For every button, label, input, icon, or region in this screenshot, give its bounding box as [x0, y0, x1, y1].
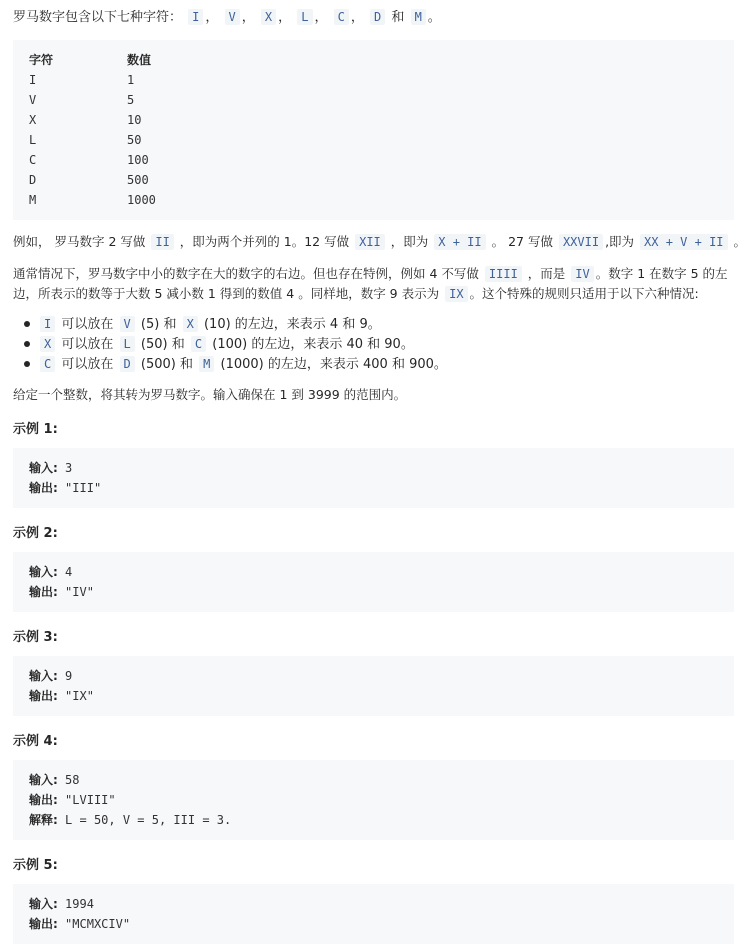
- example-output-line: [29, 686, 94, 706]
- list-item-text: (10) 的左边，来表示 4 和 9。: [203, 317, 381, 332]
- symbol-code: D: [370, 9, 385, 25]
- table-header-row: [29, 50, 156, 70]
- example-output-line: [29, 790, 116, 810]
- bullet-dot-icon: [24, 341, 30, 347]
- input-value: 1994: [65, 897, 94, 911]
- list-item-text: (50) 和: [140, 337, 185, 352]
- example-input-line: [29, 770, 80, 790]
- table-row: [29, 70, 156, 90]
- inline-code: D: [120, 356, 135, 372]
- output-label: 输出:: [29, 585, 58, 599]
- task-paragraph: 给定一个整数，将其转为罗马数字。输入确保在 1 到 3999 的范围内。: [13, 387, 407, 402]
- table-cell-value: 500: [127, 173, 149, 187]
- bullet-dot-icon: [24, 321, 30, 327]
- table-row: [29, 110, 156, 130]
- example-title: 示例 4:: [13, 734, 58, 749]
- paragraph-text: ，而是: [527, 266, 566, 281]
- table-row: [29, 130, 156, 150]
- paragraph-text: 。数字 1 在数字 5 的左: [595, 266, 728, 281]
- input-value: 58: [65, 773, 80, 787]
- table-cell-symbol: D: [29, 173, 37, 187]
- example-code-block: [13, 448, 734, 508]
- inline-code: X + II: [434, 234, 485, 250]
- input-value: 4: [65, 565, 73, 579]
- output-label: 输出:: [29, 481, 58, 495]
- paragraph-text: 边，所表示的数等于大数 5 减小数 1 得到的数值 4 。同样地，数字 9 表示为: [13, 286, 440, 301]
- list-item-text: (500) 和: [140, 357, 193, 372]
- table-cell-symbol: C: [29, 153, 37, 167]
- inline-code: IIII: [485, 266, 522, 282]
- input-label: 输入:: [29, 669, 58, 683]
- list-item-text: (100) 的左边，来表示 40 和 90。: [212, 337, 414, 352]
- table-cell-symbol: V: [29, 93, 37, 107]
- paragraph-text: ,即为: [605, 234, 635, 249]
- example-code-block: [13, 552, 734, 612]
- input-label: 输入:: [29, 461, 58, 475]
- table-cell-value: 50: [127, 133, 142, 147]
- output-label: 输出:: [29, 917, 58, 931]
- list-item-text: 可以放在: [61, 317, 114, 332]
- table-cell-symbol: M: [29, 193, 37, 207]
- example-input-line: [29, 562, 72, 582]
- bullet-dot-icon: [24, 361, 30, 367]
- input-value: 9: [65, 669, 73, 683]
- rule-paragraph-line2: [13, 283, 734, 305]
- example-title: 示例 1:: [13, 422, 58, 437]
- inline-code: IX: [445, 286, 467, 302]
- output-value: "MCMXCIV": [65, 917, 131, 931]
- input-label: 输入:: [29, 565, 58, 579]
- table-cell-value: 1000: [127, 193, 156, 207]
- example-output-line: [29, 914, 130, 934]
- table-header-symbol: 字符: [29, 53, 54, 67]
- example-code-block: [13, 884, 734, 944]
- example-title: 示例 2:: [13, 526, 58, 541]
- output-label: 输出:: [29, 793, 58, 807]
- paragraph-text: 。这个特殊的规则只适用于以下六种情况:: [469, 286, 699, 301]
- list-item-text: (1000) 的左边，来表示 400 和 900。: [220, 357, 447, 372]
- inline-code: X: [40, 336, 55, 352]
- example-explain-line: [29, 810, 231, 830]
- inline-code: L: [120, 336, 135, 352]
- symbol-table: [29, 50, 156, 210]
- output-value: "LVIII": [65, 793, 116, 807]
- list-item: [38, 314, 447, 334]
- input-value: 3: [65, 461, 73, 475]
- table-cell-value: 1: [127, 73, 135, 87]
- table-header-value: 数值: [127, 53, 152, 67]
- list-item-text: 可以放在: [61, 357, 114, 372]
- list-item-text: (5) 和: [140, 317, 177, 332]
- list-item: [38, 334, 447, 354]
- list-item: [38, 354, 447, 374]
- input-label: 输入:: [29, 773, 58, 787]
- symbol-code: C: [334, 9, 349, 25]
- rule-bullet-list: [38, 314, 447, 374]
- inline-code: XX + V + II: [640, 234, 727, 250]
- symbol-code: L: [297, 9, 312, 25]
- example-title: 示例 3:: [13, 630, 58, 645]
- inline-code: II: [151, 234, 173, 250]
- symbol-code: X: [261, 9, 276, 25]
- table-row: [29, 90, 156, 110]
- example-code-block: [13, 656, 734, 716]
- inline-code: I: [40, 316, 55, 332]
- example-title: 示例 5:: [13, 858, 58, 873]
- symbol-code: M: [411, 9, 426, 25]
- table-cell-symbol: I: [29, 73, 37, 87]
- and-word: 和: [391, 10, 405, 25]
- example-input-line: [29, 666, 72, 686]
- paragraph-text: ，即为两个并列的 1。12 写做: [179, 234, 350, 249]
- table-cell-symbol: X: [29, 113, 37, 127]
- list-item-text: 可以放在: [61, 337, 114, 352]
- table-cell-value: 5: [127, 93, 135, 107]
- example-output-line: [29, 582, 94, 602]
- table-row: [29, 150, 156, 170]
- example-output-line: [29, 478, 101, 498]
- example-input-line: [29, 894, 94, 914]
- table-cell-value: 100: [127, 153, 149, 167]
- table-cell-symbol: L: [29, 133, 37, 147]
- inline-code: C: [40, 356, 55, 372]
- paragraph-text: 例如， 罗马数字 2 写做: [13, 234, 146, 249]
- intro-paragraph: 罗马数字包含以下七种字符： I ， V ， X ， L ， C ， D 和 M 。: [13, 10, 441, 25]
- symbol-code: V: [225, 9, 240, 25]
- output-value: "IX": [65, 689, 94, 703]
- inline-code: V: [120, 316, 135, 332]
- rule-paragraph-line1: [13, 263, 734, 285]
- table-cell-value: 10: [127, 113, 142, 127]
- example-input-line: [29, 458, 72, 478]
- table-row: [29, 170, 156, 190]
- explain-label: 解释:: [29, 813, 58, 827]
- inline-code: IV: [571, 266, 593, 282]
- inline-code: X: [183, 316, 198, 332]
- table-row: [29, 190, 156, 210]
- explain-value: L = 50, V = 5, III = 3.: [65, 813, 232, 827]
- input-label: 输入:: [29, 897, 58, 911]
- paragraph-text: 通常情况下，罗马数字中小的数字在大的数字的右边。但也存在特例，例如 4 不写做: [13, 266, 479, 281]
- output-value: "III": [65, 481, 102, 495]
- intro-text: 罗马数字包含以下七种字符：: [13, 10, 183, 25]
- inline-code: M: [199, 356, 214, 372]
- output-value: "IV": [65, 585, 94, 599]
- example-code-block: [13, 760, 734, 840]
- inline-code: XXVII: [559, 234, 603, 250]
- inline-code: C: [191, 336, 206, 352]
- symbol-code: I: [188, 9, 203, 25]
- paragraph-text: 。: [733, 234, 746, 249]
- output-label: 输出:: [29, 689, 58, 703]
- example-paragraph: [13, 231, 746, 253]
- inline-code: XII: [355, 234, 385, 250]
- paragraph-text: 。 27 写做: [491, 234, 553, 249]
- intro-period: 。: [427, 10, 441, 25]
- paragraph-text: ，即为: [390, 234, 429, 249]
